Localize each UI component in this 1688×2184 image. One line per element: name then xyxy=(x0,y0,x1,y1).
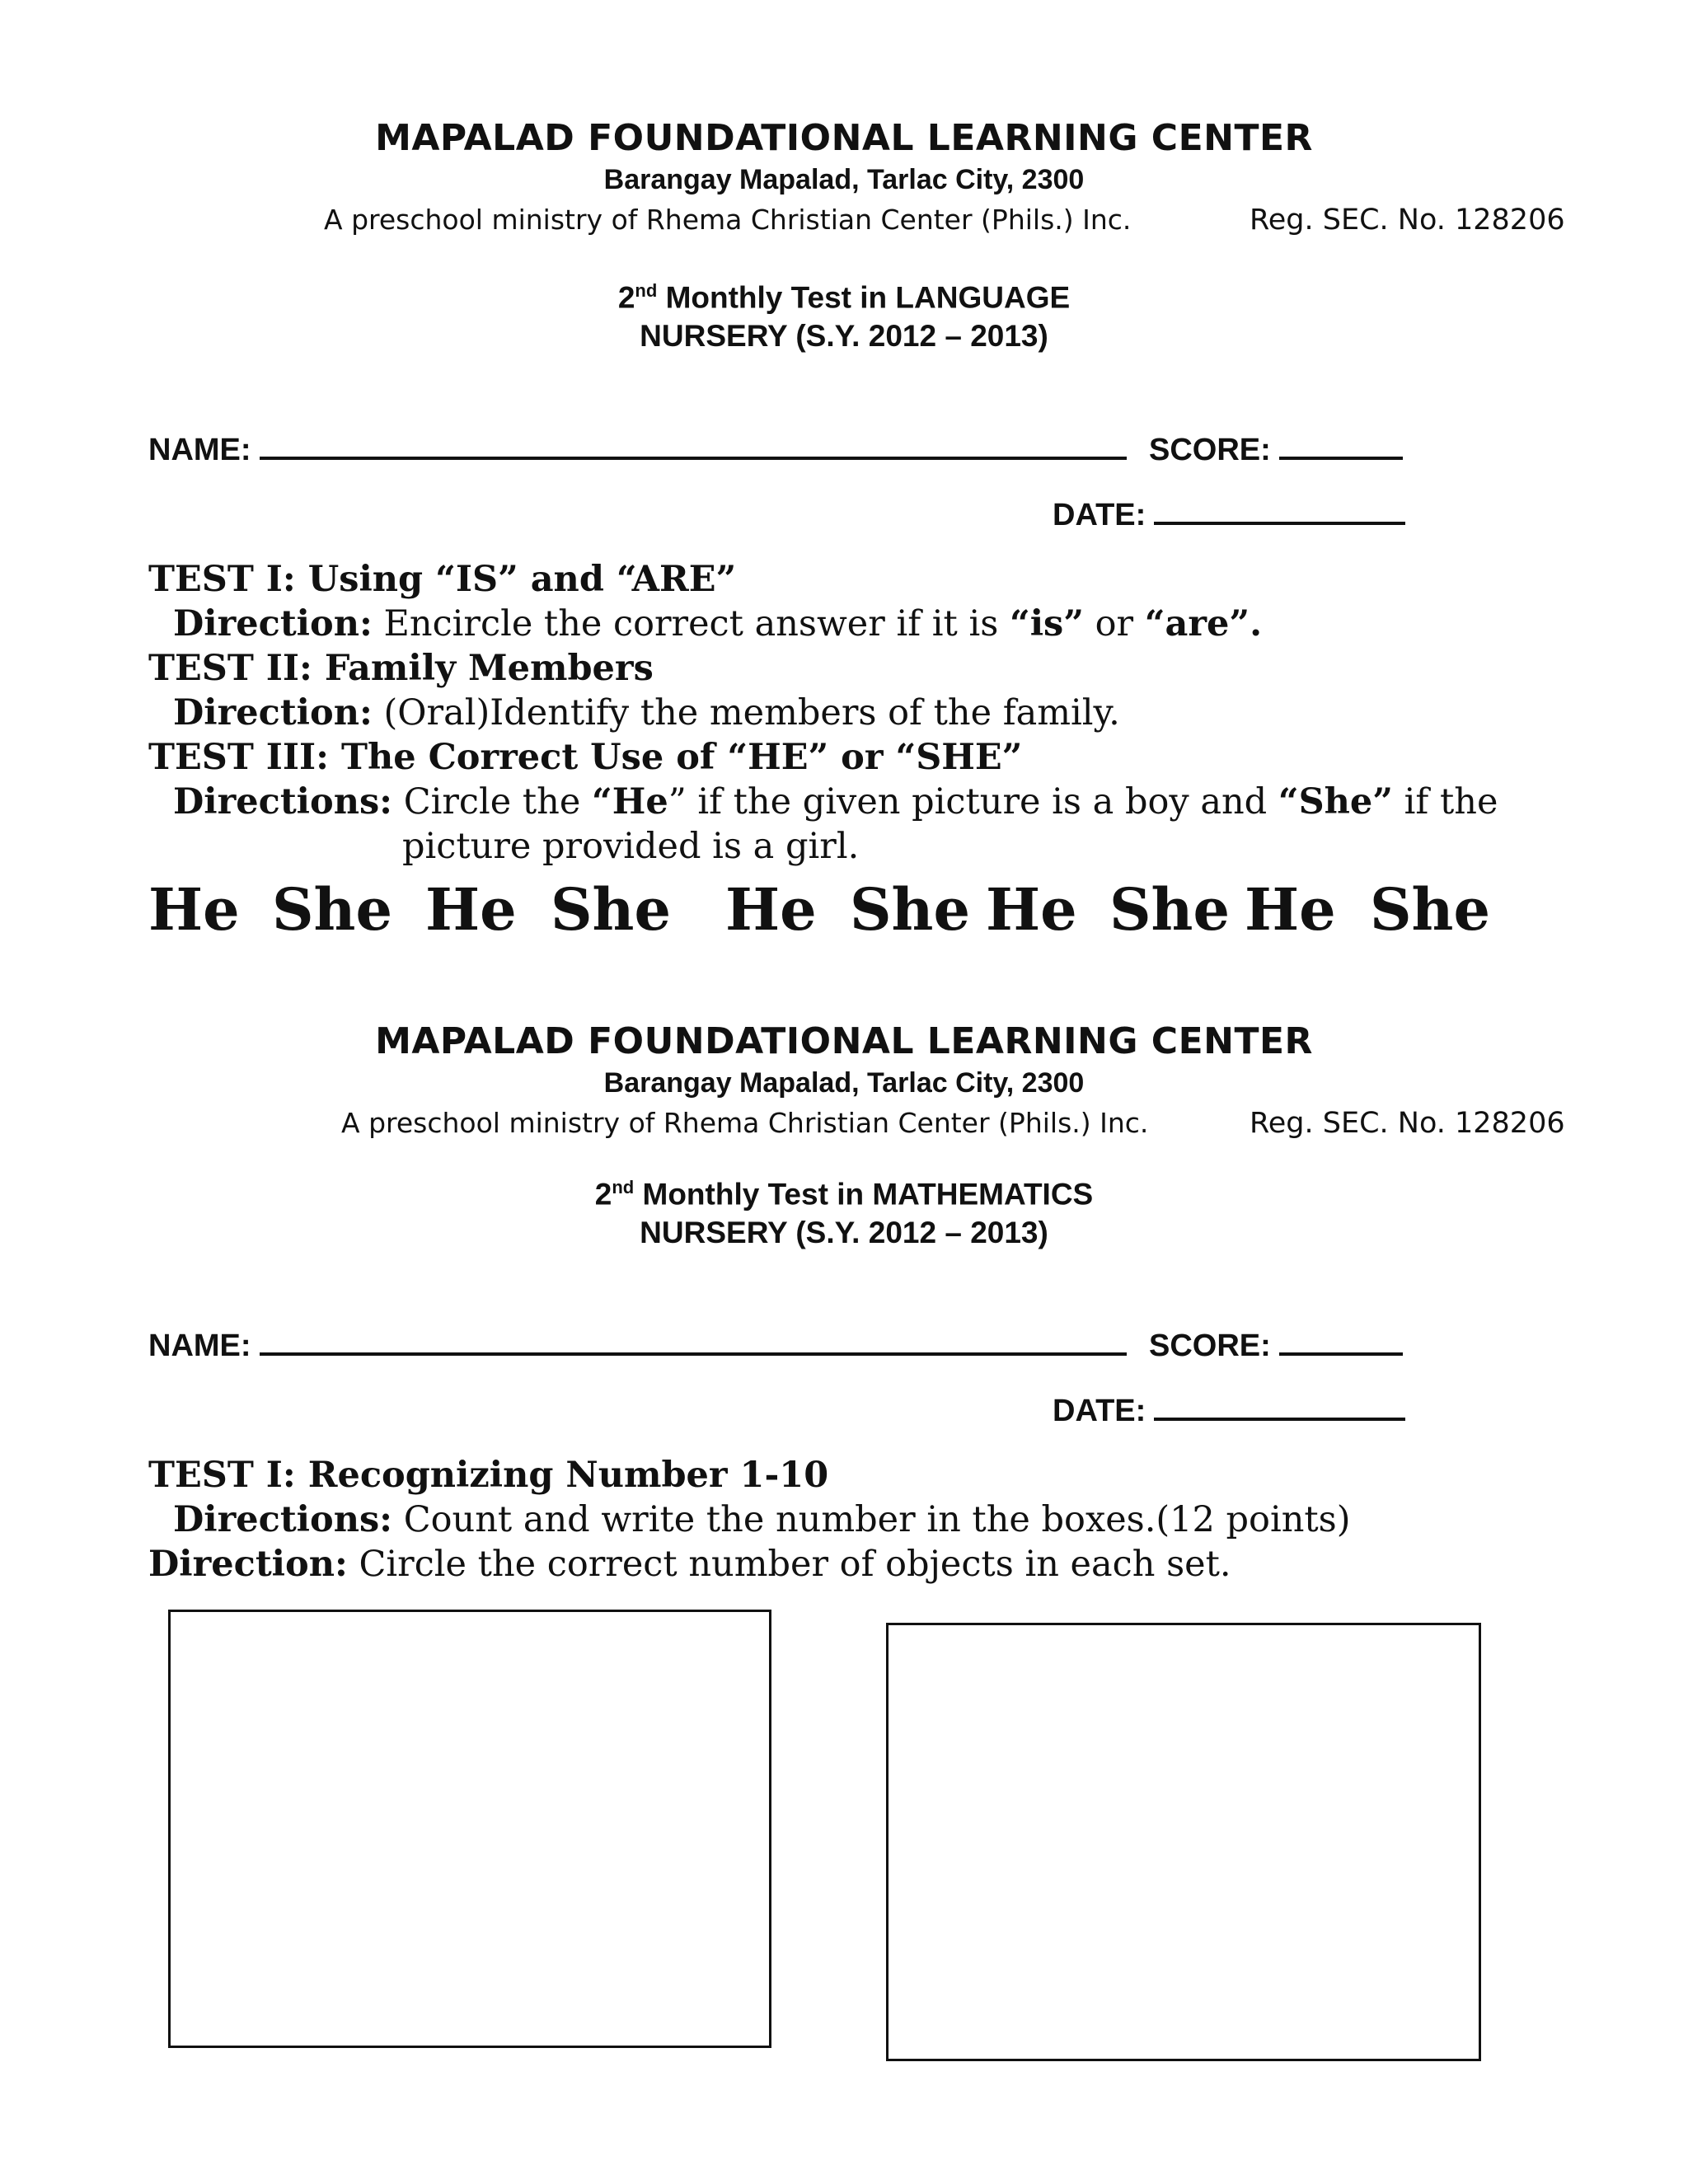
pronoun-she[interactable]: She xyxy=(850,875,970,944)
date-line[interactable] xyxy=(1154,497,1405,525)
direction-text: Encircle the correct answer if it is xyxy=(372,603,1010,644)
name-label: NAME: xyxy=(148,433,251,467)
she-word: “She” xyxy=(1278,781,1393,823)
school-name: MAPALAD FOUNDATIONAL LEARNING CENTER xyxy=(375,117,1313,159)
test-level: NURSERY (S.Y. 2012 – 2013) xyxy=(640,1216,1048,1249)
score-label: SCORE: xyxy=(1149,1329,1271,1363)
date-field[interactable] xyxy=(1053,1393,1405,1429)
school-name: MAPALAD FOUNDATIONAL LEARNING CENTER xyxy=(375,1020,1313,1062)
ordinal-suffix: nd xyxy=(635,280,658,301)
score-line[interactable] xyxy=(1279,1328,1403,1356)
test-title xyxy=(0,1177,1688,1212)
direction-label: Direction: xyxy=(173,692,373,733)
direction-text: (Oral)Identify the members of the family. xyxy=(372,692,1120,733)
math-test1-heading: TEST I: Recognizing Number 1-10 xyxy=(148,1455,829,1496)
pronoun-she[interactable]: She xyxy=(1370,875,1490,944)
direction-text: Circle the correct number of objects in each set. xyxy=(347,1544,1231,1585)
registration-number: Reg. SEC. No. 128206 xyxy=(1250,204,1565,237)
pronoun-she[interactable]: She xyxy=(1109,875,1230,944)
answer-box-left[interactable] xyxy=(168,1610,771,2048)
test3-direction xyxy=(173,781,1498,823)
score-line[interactable] xyxy=(1279,432,1403,460)
test-title-rest: Monthly Test in LANGUAGE xyxy=(657,280,1071,315)
or-word: or xyxy=(1084,603,1145,644)
direction-label: Directions: xyxy=(173,781,393,823)
direction-text: if the xyxy=(1393,781,1498,823)
name-label: NAME: xyxy=(148,1329,251,1363)
school-ministry: A preschool ministry of Rhema Christian Center (Phils.) Inc. xyxy=(324,204,1132,236)
test-title-rest: Monthly Test in MATHEMATICS xyxy=(634,1177,1094,1212)
direction-label: Direction: xyxy=(148,1544,348,1585)
direction-text: ” if the given picture is a boy and xyxy=(668,781,1278,823)
pronoun-he[interactable]: He xyxy=(148,875,240,944)
pronoun-he[interactable]: He xyxy=(1245,875,1336,944)
direction-text: Circle the xyxy=(392,781,592,823)
date-line[interactable] xyxy=(1154,1393,1405,1421)
ordinal-suffix: nd xyxy=(612,1177,635,1197)
he-word: “He xyxy=(591,781,668,823)
name-line[interactable] xyxy=(260,1328,1127,1356)
math-direction2 xyxy=(148,1544,1231,1585)
pronoun-she[interactable]: She xyxy=(551,875,671,944)
score-field[interactable] xyxy=(1149,432,1403,468)
math-test1-direction xyxy=(173,1499,1351,1540)
name-field[interactable] xyxy=(148,432,1127,468)
ordinal: 2 xyxy=(617,280,635,315)
direction-label: Direction: xyxy=(173,603,373,644)
pronoun-he[interactable]: He xyxy=(986,875,1077,944)
test3-heading: TEST III: The Correct Use of “HE” or “SHE” xyxy=(148,737,1023,778)
test2-heading: TEST II: Family Members xyxy=(148,648,654,689)
pronoun-he[interactable]: He xyxy=(725,875,817,944)
test1-direction xyxy=(173,603,1262,644)
score-label: SCORE: xyxy=(1149,433,1271,467)
are-word: “are”. xyxy=(1144,603,1263,644)
name-line[interactable] xyxy=(260,432,1127,460)
test2-direction xyxy=(173,692,1120,733)
is-word: “is” xyxy=(1009,603,1084,644)
test-title xyxy=(0,280,1688,315)
date-label: DATE: xyxy=(1053,1394,1146,1428)
test3-direction-line2: picture provided is a girl. xyxy=(402,826,860,867)
pronoun-he[interactable]: He xyxy=(425,875,517,944)
name-field[interactable] xyxy=(148,1328,1127,1364)
direction-text: Count and write the number in the boxes.(12 points) xyxy=(392,1499,1351,1540)
score-field[interactable] xyxy=(1149,1328,1403,1364)
ordinal: 2 xyxy=(594,1177,612,1212)
direction-label: Directions: xyxy=(173,1499,393,1540)
date-label: DATE: xyxy=(1053,498,1146,532)
test-level: NURSERY (S.Y. 2012 – 2013) xyxy=(640,319,1048,353)
answer-box-right[interactable] xyxy=(886,1623,1481,2061)
registration-number: Reg. SEC. No. 128206 xyxy=(1250,1107,1565,1140)
school-address: Barangay Mapalad, Tarlac City, 2300 xyxy=(603,164,1085,195)
school-address: Barangay Mapalad, Tarlac City, 2300 xyxy=(603,1067,1085,1099)
date-field[interactable] xyxy=(1053,497,1405,533)
pronoun-she[interactable]: She xyxy=(272,875,392,944)
school-ministry: A preschool ministry of Rhema Christian Center (Phils.) Inc. xyxy=(341,1107,1149,1139)
test1-heading: TEST I: Using “IS” and “ARE” xyxy=(148,559,737,600)
